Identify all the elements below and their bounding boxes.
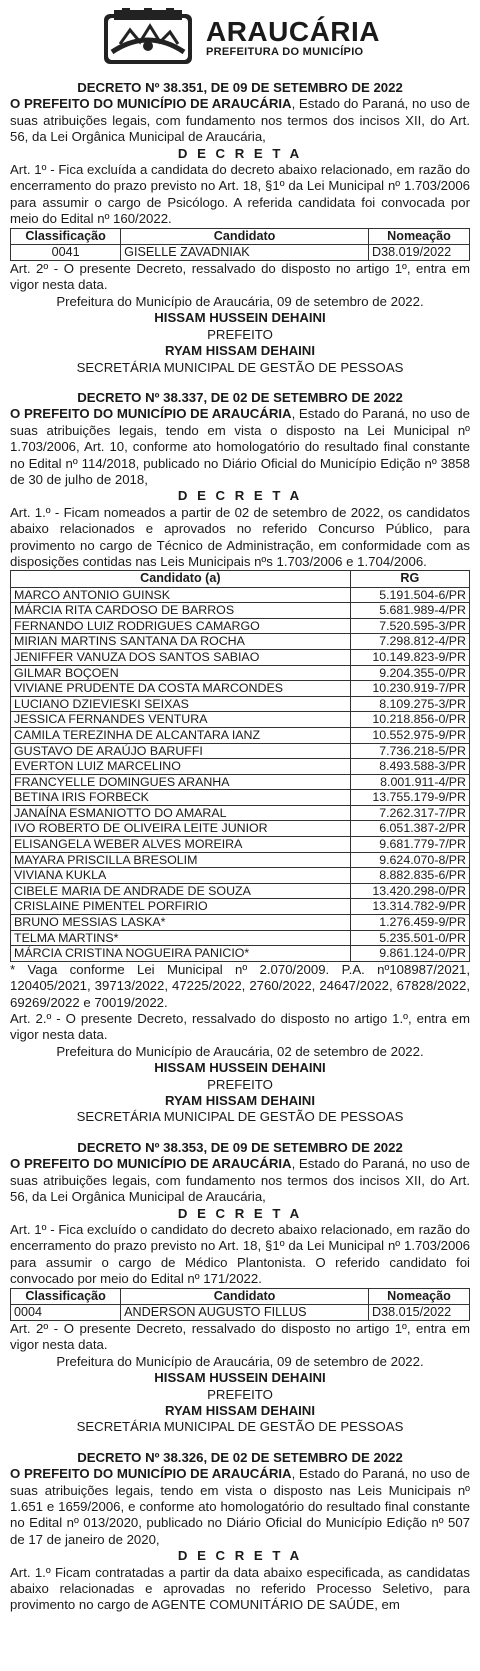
candidate-rg: 9.861.124-0/PR [350, 946, 469, 962]
masthead [10, 6, 470, 70]
signer-mayor: HISSAM HUSSEIN DEHAINI [154, 1370, 326, 1386]
table-row [11, 634, 470, 650]
table-row [11, 946, 470, 962]
candidate-rg: 10.149.823-9/PR [350, 649, 469, 665]
candidate-rg: 9.204.355-0/PR [350, 665, 469, 681]
article-2: Art. 2.º - O presente Decreto, ressalvado do disposto no artigo 1.º, entra em vigor nesta data. [10, 1011, 470, 1043]
signer-secretary: RYAM HISSAM DEHAINI [165, 1402, 315, 1418]
table-row [11, 821, 470, 837]
table-row: 0004 ANDERSON AUGUSTO FILLUS D38.015/2022 [11, 1304, 470, 1320]
candidate-rg: 10.552.975-9/PR [350, 727, 469, 743]
signer-mayor: HISSAM HUSSEIN DEHAINI [154, 1060, 326, 1076]
candidate-name: CIBELE MARIA DE ANDRADE DE SOUZA [11, 883, 351, 899]
candidate-rg: 8.109.275-3/PR [350, 696, 469, 712]
table-row [11, 899, 470, 915]
decree-intro: O PREFEITO DO MUNICÍPIO DE ARAUCÁRIA, Estado do Paraná, no uso de suas atribuições legais, tendo em vista o disposto nas Leis Municipais nº 1.651 e 1659/2006, e conforme ato homologatório do resultado final constante no Edital nº 013/2020, publicado no Diário Oficial do Município Edição nº 507 de 17 de janeiro de 2020, [10, 1466, 470, 1547]
candidate-rg: 13.314.782-9/PR [350, 899, 469, 915]
decree-38351 [10, 80, 470, 376]
candidate-name: FRANCYELLE DOMINGUES ARANHA [11, 774, 351, 790]
decreta-heading: D E C R E T A [177, 145, 303, 161]
decreta-heading: D E C R E T A [177, 1548, 303, 1564]
article-2: Art. 2º - O presente Decreto, ressalvado do disposto no artigo 1º, entra em vigor nesta data. [10, 1320, 470, 1353]
place-date: Prefeitura do Município de Araucária, 09 de setembro de 2022. [56, 1353, 424, 1369]
table-row [11, 930, 470, 946]
candidate-name: JESSICA FERNANDES VENTURA [11, 712, 351, 728]
table-row [11, 727, 470, 743]
exclusion-table: Classificação Candidato Nomeação 0004 ANDERSON AUGUSTO FILLUS D38.015/2022 [10, 1288, 470, 1321]
candidate-name: BETINA IRIS FORBECK [11, 790, 351, 806]
table-row [11, 883, 470, 899]
article-1: Art. 1º - Fica excluído o candidato do decreto abaixo relacionado, em razão do encerramento do prazo previsto no Art. 18, §1º da Lei Municipal nº 1.703/2006 para assumir o cargo de Médico Plantonista. O referido candidato foi convocado por meio do Edital nº 171/2022. [10, 1221, 470, 1287]
signer-secretary: RYAM HISSAM DEHAINI [165, 343, 315, 359]
city-seal-logo [100, 8, 196, 68]
candidate-name: MAYARA PRISCILLA BRESOLIM [11, 852, 351, 868]
candidate-rg: 9.681.779-7/PR [350, 837, 469, 853]
candidate-rg: 5.681.989-4/PR [350, 603, 469, 619]
candidate-rg: 10.218.856-0/PR [350, 712, 469, 728]
table-row [11, 790, 470, 806]
decree-38337 [10, 390, 470, 1126]
decreta-heading: D E C R E T A [177, 1205, 303, 1221]
table-row [11, 681, 470, 697]
decreta-heading: D E C R E T A [177, 488, 303, 504]
candidate-name: MÁRCIA CRISTINA NOGUEIRA PANICIO* [11, 946, 351, 962]
candidate-name: VIVIANA KUKLA [11, 868, 351, 884]
article-1: Art. 1.º - Ficam nomeados a partir de 02 de setembro de 2022, os candidatos abaixo relacionados e aprovados no referido Concurso Público, para provimento no cargo de Técnico de Administração, em conformidade com as disposições contidas nas Leis Municipais nºs 1.703/2006 e 1.704/2006. [10, 504, 470, 569]
footnote: * Vaga conforme Lei Municipal nº 2.070/2009. P.A. nº108987/2021, 120405/2021, 39713/2022, 47225/2022, 2760/2022, 24647/2022, 67828/2022, 69269/2022 e 70019/2022. [10, 961, 470, 1010]
candidate-rg: 6.051.387-2/PR [350, 821, 469, 837]
table-row [11, 868, 470, 884]
candidate-name: JENIFFER VANUZA DOS SANTOS SABIAO [11, 649, 351, 665]
candidate-rg: 8.882.835-6/PR [350, 868, 469, 884]
table-row [11, 805, 470, 821]
candidate-rg: 9.624.070-8/PR [350, 852, 469, 868]
table-row [11, 852, 470, 868]
decree-title: DECRETO Nº 38.351, DE 09 DE SETEMBRO DE 2022 [77, 80, 403, 95]
candidate-name: TELMA MARTINS* [11, 930, 351, 946]
candidate-name: BRUNO MESSIAS LASKA* [11, 915, 351, 931]
city-name: ARAUCÁRIA [205, 16, 381, 47]
role-secretary: SECRETÁRIA MUNICIPAL DE GESTÃO DE PESSOAS [76, 1109, 404, 1125]
table-row [11, 759, 470, 775]
role-mayor: PREFEITO [207, 1386, 273, 1402]
role-mayor: PREFEITO [207, 326, 273, 342]
decree-title: DECRETO Nº 38.337, DE 02 DE SETEMBRO DE 2022 [77, 389, 403, 405]
candidate-name: CRISLAINE PIMENTEL PORFIRIO [11, 899, 351, 915]
city-subtitle: PREFEITURA DO MUNICÍPIO [205, 46, 364, 58]
candidate-rg: 7.520.595-3/PR [350, 618, 469, 634]
candidate-name: JANAÍNA ESMANIOTTO DO AMARAL [11, 805, 351, 821]
table-row [11, 649, 470, 665]
role-secretary: SECRETÁRIA MUNICIPAL DE GESTÃO DE PESSOAS [76, 359, 404, 375]
candidate-rg: 7.298.812-4/PR [350, 634, 469, 650]
candidate-name: VIVIANE PRUDENTE DA COSTA MARCONDES [11, 681, 351, 697]
candidate-name: GILMAR BOÇOEN [11, 665, 351, 681]
candidate-rg: 8.493.588-3/PR [350, 759, 469, 775]
place-date: Prefeitura do Município de Araucária, 09 de setembro de 2022. [56, 293, 424, 309]
table-row [11, 743, 470, 759]
signer-mayor: HISSAM HUSSEIN DEHAINI [154, 310, 326, 326]
decree-intro: O PREFEITO DO MUNICÍPIO DE ARAUCÁRIA, Estado do Paraná, no uso de suas atribuições legais, tendo em vista o disposto na Lei Municipal nº 1.703/2006, Art. 10, conforme ato homologatório do resultado final constante no Edital nº 114/2018, publicado no Diário Oficial do Município Edição nº 3858 de 30 de julho de 2018, [10, 406, 470, 487]
candidate-rg: 5.235.501-0/PR [350, 930, 469, 946]
table-row [11, 618, 470, 634]
candidate-name: GUSTAVO DE ARAÚJO BARUFFI [11, 743, 351, 759]
table-row [11, 696, 470, 712]
candidate-rg: 7.736.218-5/PR [350, 743, 469, 759]
decree-title: DECRETO Nº 38.326, DE 02 DE SETEMBRO DE 2022 [77, 1449, 403, 1465]
table-row [11, 837, 470, 853]
candidate-rg: 8.001.911-4/PR [350, 774, 469, 790]
table-row [11, 665, 470, 681]
decree-intro: O PREFEITO DO MUNICÍPIO DE ARAUCÁRIA, Estado do Paraná, no uso de suas atribuições legais, com fundamento nos termos dos incisos XII, do Art. 56, da Lei Orgânica Municipal de Araucária, [10, 96, 470, 145]
role-mayor: PREFEITO [207, 1076, 273, 1092]
table-row [11, 774, 470, 790]
table-row [11, 915, 470, 931]
candidate-rg: 1.276.459-9/PR [350, 915, 469, 931]
article-2: Art. 2º - O presente Decreto, ressalvado do disposto no artigo 1º, entra em vigor nesta data. [10, 261, 470, 293]
candidate-rg: 13.755.179-9/PR [350, 790, 469, 806]
candidate-rg: 5.191.504-6/PR [350, 587, 469, 603]
table-row [11, 603, 470, 619]
article-1: Art. 1º - Fica excluída a candidata do decreto abaixo relacionado, em razão do encerramento do prazo previsto no Art. 18, §1º da Lei Municipal nº 1.703/2006 para assumir o cargo de Psicólogo. A referida candidata foi convocada por meio do Edital nº 160/2022. [10, 162, 470, 227]
candidate-name: IVO ROBERTO DE OLIVEIRA LEITE JUNIOR [11, 821, 351, 837]
candidate-name: FERNANDO LUIZ RODRIGUES CAMARGO [11, 618, 351, 634]
role-secretary: SECRETÁRIA MUNICIPAL DE GESTÃO DE PESSOAS [76, 1419, 404, 1435]
article-1: Art. 1.º Ficam contratadas a partir da data abaixo especificada, as candidatas abaixo relacionadas e aprovadas no referido Processo Seletivo, para provimento no cargo de AGENTE COMUNITÁRIO DE SAÚDE, em [10, 1564, 470, 1613]
candidate-rg: 13.420.298-0/PR [350, 883, 469, 899]
candidate-name: MARCO ANTONIO GUINSK [11, 587, 351, 603]
table-row [11, 712, 470, 728]
place-date: Prefeitura do Município de Araucária, 02 de setembro de 2022. [56, 1043, 424, 1059]
exclusion-table: Classificação Candidato Nomeação 0041 GISELLE ZAVADNIAK D38.019/2022 [10, 228, 470, 261]
decree-38326 [10, 1450, 470, 1614]
decree-title: DECRETO Nº 38.353, DE 09 DE SETEMBRO DE 2022 [77, 1139, 403, 1155]
decree-intro: O PREFEITO DO MUNICÍPIO DE ARAUCÁRIA, Estado do Paraná, no uso de suas atribuições legais, com fundamento nos termos dos incisos XII, do Art. 56, da Lei Orgânica Municipal de Araucária, [10, 1156, 470, 1205]
signer-secretary: RYAM HISSAM DEHAINI [165, 1093, 315, 1109]
candidate-rg: 7.262.317-7/PR [350, 805, 469, 821]
candidate-name: ELISANGELA WEBER ALVES MOREIRA [11, 837, 351, 853]
table-row [11, 587, 470, 603]
candidate-rg: 10.230.919-7/PR [350, 681, 469, 697]
candidate-name: EVERTON LUIZ MARCELINO [11, 759, 351, 775]
decree-38353 [10, 1140, 470, 1436]
appointees-table: Candidato (a) RG MARCO ANTONIO GUINSK 5.191.504-6/PR MÁRCIA RITA CARDOSO DE BARROS 5.681.989-4/PR FERNANDO LUIZ RODRIGUES CAMARGO 7.520.595-3/PR MIRIAN MARTINS SANTANA DA ROCHA 7.298.812-4/PR JENIFFER VANUZA DOS SANTOS SABIAO 10.149.823-9/PR GILMAR BOÇOEN 9.204.355-0/PR VIVIANE PRUDENTE DA COSTA MARCONDES 10.230.919-7/PR LUCIANO DZIEVIESKI SEIXAS 8.109.275-3/PR JESSICA FERNANDES VENTURA 10.218.856-0/PR CAMILA TEREZINHA DE ALCANTARA IANZ 10.552.975-9/PR GUSTAVO DE ARAÚJO BARUFFI 7.736.218-5/PR EVERTON LUIZ MARCELINO 8.493.588-3/PR FRANCYELLE DOMINGUES ARANHA 8.001.911-4/PR BETINA IRIS FORBECK 13.755.179-9/PR JANAÍNA ESMANIOTTO DO AMARAL 7.262.317-7/PR IVO ROBERTO DE OLIVEIRA LEITE JUNIOR 6.051.387-2/PR ELISANGELA WEBER ALVES MOREIRA 9.681.779-7/PR MAYARA PRISCILLA BRESOLIM 9.624.070-8/PR VIVIANA KUKLA 8.882.835-6/PR CIBELE MARIA DE ANDRADE DE SOUZA 13.420.298-0/PR CRISLAINE PIMENTEL PORFIRIO 13.314.782-9/PR BRUNO MESSIAS LASKA* 1.276.459-9/PR TELMA MARTINS* 5.235.501-0/PR MÁRCIA CRISTINA NOGUEIRA PANICIO* 9.861.124-0/PR [10, 570, 470, 961]
candidate-name: MIRIAN MARTINS SANTANA DA ROCHA [11, 634, 351, 650]
candidate-name: MÁRCIA RITA CARDOSO DE BARROS [11, 603, 351, 619]
table-row: 0041 GISELLE ZAVADNIAK D38.019/2022 [11, 244, 470, 260]
candidate-name: LUCIANO DZIEVIESKI SEIXAS [11, 696, 351, 712]
candidate-name: CAMILA TEREZINHA DE ALCANTARA IANZ [11, 727, 351, 743]
